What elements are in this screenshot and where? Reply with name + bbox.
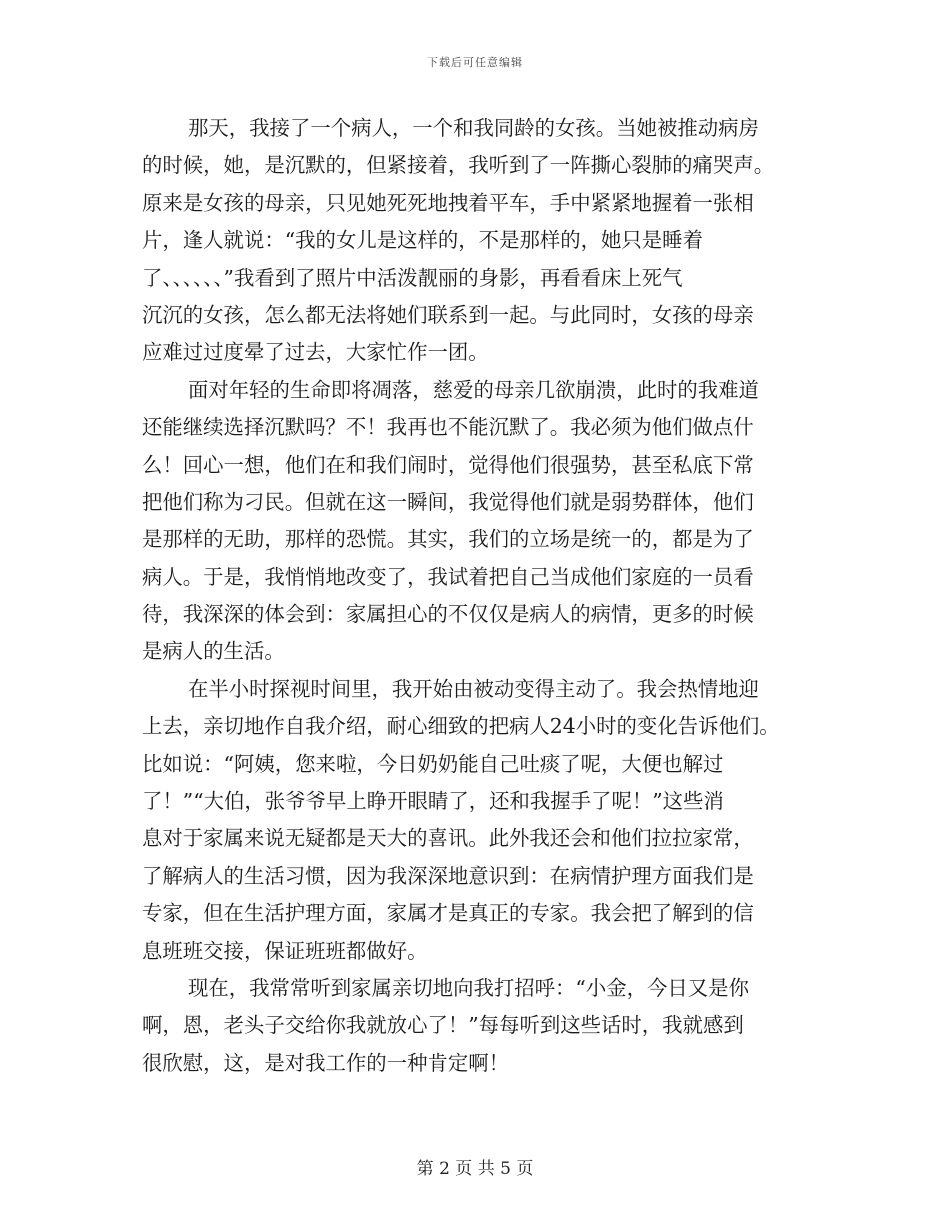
text-line: 面对年轻的生命即将凋落，慈爱的母亲几欲崩溃，此时的我难道 — [188, 377, 759, 402]
text-line: 是那样的无助，那样的恐慌。其实，我们的立场是统一的，都是为了 — [142, 527, 754, 552]
text-line: 把他们称为刁民。但就在这一瞬间，我觉得他们就是弱势群体，他们 — [142, 489, 754, 514]
text-line: 现在，我常常听到家属亲切地向我打招呼：“小金，今日又是你 — [188, 975, 749, 1000]
text-line: 还能继续选择沉默吗？不！我再也不能沉默了。我必须为他们做点什 — [142, 415, 754, 440]
text-line: 是病人的生活。 — [142, 639, 285, 664]
document-body — [142, 110, 810, 1082]
header-text: 下载后可任意编辑 — [427, 56, 523, 69]
text-line: 片，逢人就说：“我的女儿是这样的，不是那样的，她只是睡着 — [142, 228, 703, 253]
text-line: 原来是女孩的母亲，只见她死死地拽着平车，手中紧紧地握着一张相 — [142, 190, 754, 215]
text-line: 了！”“大伯，张爷爷早上睁开眼睛了，还和我握手了呢！”这些消 — [142, 789, 724, 814]
text-line: 了、、、、、、”我看到了照片中活泼靓丽的身影，再看看床上死气 — [142, 265, 683, 290]
text-line: 的时候，她，是沉默的，但紧接着，我听到了一阵撕心裂肺的痛哭声。 — [142, 153, 775, 178]
text-line: 沉沉的女孩，怎么都无法将她们联系到一起。与此同时，女孩的母亲 — [142, 302, 754, 327]
text-line: 比如说：“阿姨，您来啦，今日奶奶能自己吐痰了呢，大便也解过 — [142, 751, 724, 776]
text-line: 专家，但在生活护理方面，家属才是真正的专家。我会把了解到的信 — [142, 901, 754, 926]
text-line: 了解病人的生活习惯，因为我深深地意识到：在病情护理方面我们是 — [142, 863, 754, 888]
text-line: 病人。于是，我悄悄地改变了，我试着把自己当成他们家庭的一员看 — [142, 564, 754, 589]
page-header — [0, 54, 950, 70]
text-line: 息班班交接，保证班班都做好。 — [142, 938, 428, 963]
page-number-footer — [0, 1154, 950, 1179]
text-line: 息对于家属来说无疑都是天大的喜讯。此外我还会和他们拉拉家常， — [142, 826, 754, 851]
text-line: 上去，亲切地作自我介绍，耐心细致的把病人24小时的变化告诉他们。 — [142, 714, 780, 739]
text-line: 待，我深深的体会到：家属担心的不仅仅是病人的病情，更多的时候 — [142, 602, 754, 627]
page-label-prefix: 第 — [416, 1159, 434, 1179]
text-line: 那天，我接了一个病人，一个和我同龄的女孩。当她被推动病房 — [188, 116, 759, 140]
text-line: 很欣慰，这，是对我工作的一种肯定啊！ — [142, 1050, 510, 1075]
text-line: 应难过过度晕了过去，大家忙作一团。 — [142, 340, 489, 365]
current-page-number: 2 — [439, 1159, 450, 1179]
text-line: 在半小时探视时间里，我开始由被动变得主动了。我会热情地迎 — [188, 676, 759, 701]
text-line: 啊，恩，老头子交给你我就放心了！”每每听到这些话时，我就感到 — [142, 1013, 744, 1038]
total-pages-number: 5 — [500, 1159, 511, 1179]
page-label-mid: 页 共 — [455, 1159, 495, 1179]
text-line: 么！回心一想，他们在和我们闹时，觉得他们很强势，甚至私底下常 — [142, 452, 754, 477]
page-label-suffix: 页 — [516, 1159, 534, 1179]
